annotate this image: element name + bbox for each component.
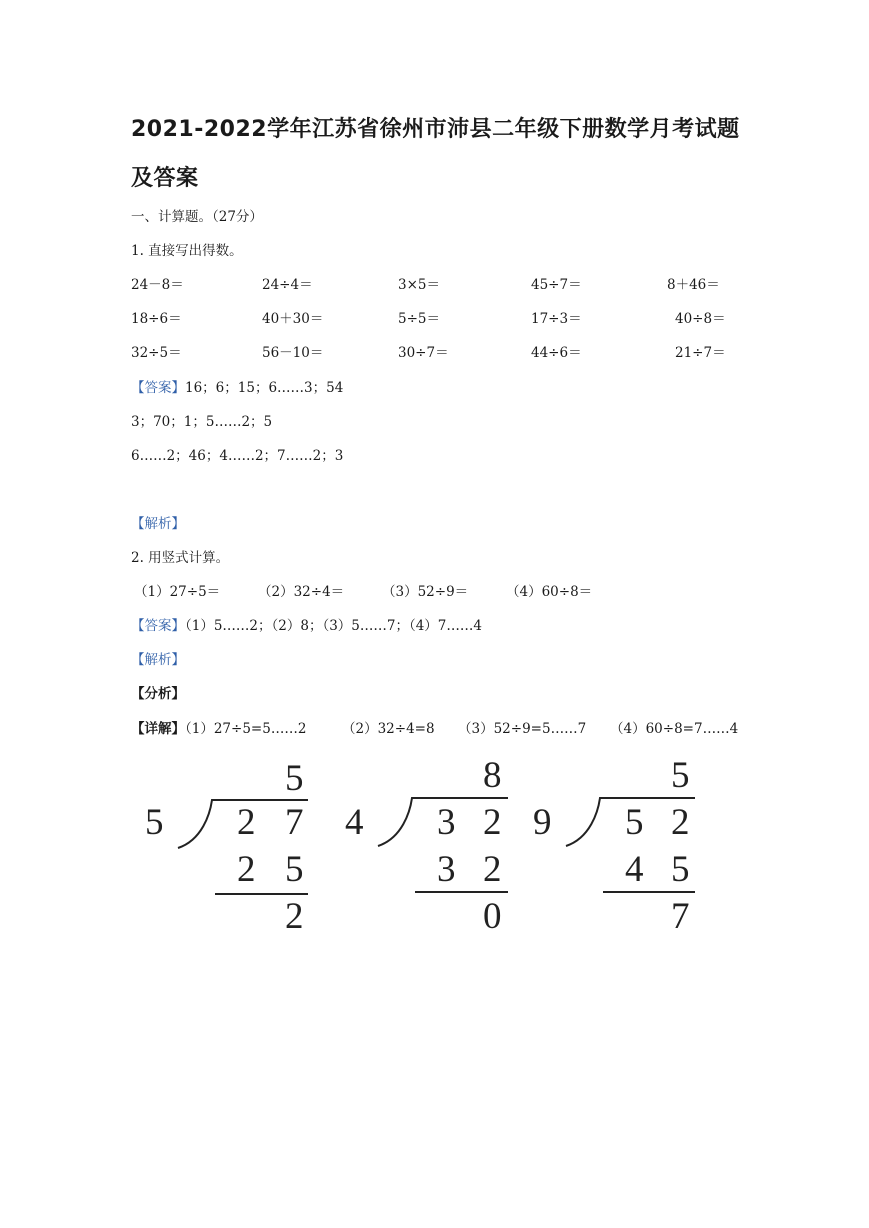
q1-cell: 24÷4＝ [262,277,313,293]
q1-cell: 3×5＝ [398,277,440,293]
q2-detail-line [131,717,306,737]
q2-item: （4）60÷8＝ [506,584,593,600]
q1-analysis-tag: 【解析】 [131,516,185,532]
answer-tag: 【答案】 [131,618,185,634]
q1-cell: 56－10＝ [262,345,324,361]
dividend-digit: 7 [285,802,304,843]
detail-item: （3）52÷9=5……7 [458,721,587,737]
detail-tag: 【详解】 [131,721,185,737]
divisor: 9 [533,802,552,843]
document-title-line-1: 2021-2022学年江苏省徐州市沛县二年级下册数学月考试题 [131,117,740,142]
dividend-digit: 2 [237,802,256,843]
q2-item: （2）32÷4＝ [258,584,345,600]
q1-cell: 21÷7＝ [675,345,726,361]
detail-item: （1）27÷5=5……2 [185,721,307,737]
q1-cell: 8＋46＝ [667,277,720,293]
dividend-digit: 5 [625,802,644,843]
q2-fenxi-tag: 【分析】 [131,686,185,702]
detail-item: （4）60÷8=7……4 [610,721,739,737]
answer-text: 16；6；15；6……3；54 [185,380,344,396]
long-division-2 [340,752,515,937]
q1-cell: 5÷5＝ [398,311,440,327]
q1-cell: 30÷7＝ [398,345,449,361]
subtract-digit: 2 [483,849,502,890]
q1-answer-line-1 [131,376,343,396]
remainder: 0 [483,896,502,937]
quotient: 8 [483,755,502,796]
divisor: 4 [345,802,364,843]
q1-cell: 32÷5＝ [131,345,182,361]
long-division-1 [140,752,315,937]
detail-item: （2）32÷4=8 [342,721,435,737]
quotient: 5 [285,758,304,799]
q1-cell: 24－8＝ [131,277,184,293]
q1-cell: 45÷7＝ [531,277,582,293]
q1-cell: 18÷6＝ [131,311,182,327]
q1-answer-line-2: 3；70；1；5……2；5 [131,414,273,430]
q2-item: （1）27÷5＝ [134,584,221,600]
answer-text: （1）5……2；（2）8；（3）5……7；（4）7……4 [185,618,482,634]
q2-item: （3）52÷9＝ [382,584,469,600]
q1-cell: 40＋30＝ [262,311,324,327]
dividend-digit: 3 [437,802,456,843]
subtract-digit: 2 [237,849,256,890]
dividend-digit: 2 [671,802,690,843]
subtract-digit: 4 [625,849,644,890]
quotient: 5 [671,755,690,796]
document-title-line-2: 及答案 [131,166,199,191]
q1-cell: 17÷3＝ [531,311,582,327]
q1-cell: 40÷8＝ [675,311,726,327]
q2-analysis-tag: 【解析】 [131,652,185,668]
subtract-digit: 5 [285,849,304,890]
dividend-digit: 2 [483,802,502,843]
long-division-3 [530,752,705,937]
remainder: 2 [285,896,304,937]
question-2-prompt: 2. 用竖式计算。 [131,550,230,566]
q1-answer-line-3: 6……2；46；4……2；7……2；3 [131,448,344,464]
divisor: 5 [145,802,164,843]
subtract-digit: 3 [437,849,456,890]
question-1-prompt: 1. 直接写出得数。 [131,243,243,259]
answer-tag: 【答案】 [131,380,185,396]
q1-cell: 44÷6＝ [531,345,582,361]
q2-answer-line [131,614,482,634]
remainder: 7 [671,896,690,937]
section-heading: 一、计算题。（27分） [131,209,263,225]
subtract-digit: 5 [671,849,690,890]
